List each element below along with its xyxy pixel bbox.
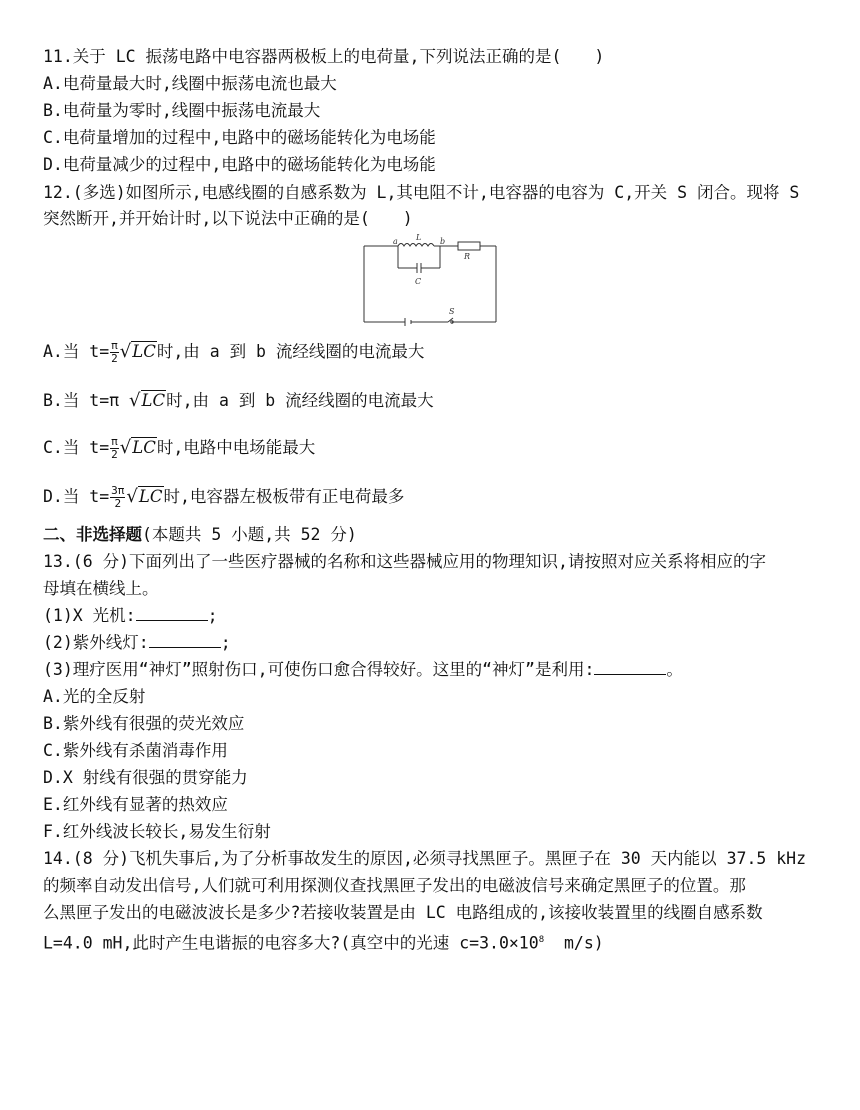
sqrt-lc: √LC: [119, 437, 156, 458]
q12-option-c: C.当 t= $\frac{\pi}{2}$ √LC时,电路中电场能最大: [43, 435, 316, 461]
q12-stem-line2: 突然断开,并开始计时,以下说法中正确的是( ): [43, 209, 413, 228]
section-note: (本题共 5 小题,共 52 分): [142, 525, 357, 544]
q13-option-a: A.光的全反射: [43, 687, 146, 706]
fraction-pi-over-2: $\frac{\pi}{2}$: [111, 339, 118, 365]
q13-option-d: D.X 射线有很强的贯穿能力: [43, 768, 248, 787]
q13-part1: (1)X 光机: ;: [43, 606, 218, 625]
answer-blank-3[interactable]: [594, 660, 666, 675]
q13-option-c: C.紫外线有杀菌消毒作用: [43, 741, 228, 760]
exponent: 8: [538, 935, 545, 945]
q12-option-a: A.当 t= $\frac{\pi}{2}$ √LC时,由 a 到 b 流经线圈的电流最大: [43, 339, 425, 365]
q13-option-b: B.紫外线有很强的荧光效应: [43, 714, 245, 733]
q11-option-b: B.电荷量为零时,线圈中振荡电流最大: [43, 101, 321, 120]
fig-label-b: b: [440, 237, 446, 246]
q13-stem-line1: 13.(6 分)下面列出了一些医疗器械的名称和这些器械应用的物理知识,请按照对应关系将相应的字: [43, 552, 766, 571]
fig-label-s: S: [449, 307, 455, 316]
sqrt-lc: √LC: [126, 486, 163, 507]
fig-label-r: R: [464, 252, 471, 261]
sqrt-lc: √LC: [129, 390, 166, 411]
q11-option-a: A.电荷量最大时,线圈中振荡电流也最大: [43, 74, 337, 93]
answer-blank-1[interactable]: [136, 606, 208, 621]
q12-stem-line1: 12.(多选)如图所示,电感线圈的自感系数为 L,其电阻不计,电容器的电容为 C,开关 S 闭合。现将 S: [43, 183, 800, 202]
q14-line2: 的频率自动发出信号,人们就可利用探测仪查找黑匣子发出的电磁波信号来确定黑匣子的位置。那: [43, 876, 746, 895]
q11-stem: 11.关于 LC 振荡电路中电容器两极板上的电荷量,下列说法正确的是( ): [43, 47, 605, 66]
fraction-3pi-over-2: $\frac{3\pi}{2}$: [111, 484, 125, 510]
q14-line4: L=4.0 mH,此时产生电谐振的电容多大?(真空中的光速 $c=3.0\times 10^8$ m/s): [43, 933, 604, 953]
q13-option-e: E.红外线有显著的热效应: [43, 795, 228, 814]
section-heading: [43, 524, 357, 546]
q12-option-d: D.当 t= $\frac{3\pi}{2}$ √LC时,电容器左极板带有正电荷最多: [43, 484, 405, 510]
q14-line3: 么黑匣子发出的电磁波波长是多少?若接收装置是由 LC 电路组成的,该接收装置里的线圈自感系数: [43, 903, 763, 922]
lc-circuit-figure: [360, 233, 500, 326]
answer-blank-2[interactable]: [149, 633, 221, 648]
section-title: 二、非选择题: [43, 525, 142, 544]
fig-label-a: a: [393, 237, 398, 246]
q13-stem-line2: 母填在横线上。: [43, 579, 159, 598]
q11-option-c: C.电荷量增加的过程中,电路中的磁场能转化为电场能: [43, 128, 436, 147]
fraction-pi-over-2: $\frac{\pi}{2}$: [111, 435, 118, 461]
q11-option-d: D.电荷量减少的过程中,电路中的磁场能转化为电场能: [43, 155, 436, 174]
q13-option-f: F.红外线波长较长,易发生衍射: [43, 822, 271, 841]
q13-part3: (3)理疗医用“神灯”照射伤口,可使伤口愈合得较好。这里的“神灯”是利用: 。: [43, 660, 683, 679]
q13-part2: (2)紫外线灯: ;: [43, 633, 231, 652]
sqrt-lc: √LC: [119, 341, 156, 362]
fig-label-c: C: [415, 277, 422, 286]
fig-label-l: L: [416, 233, 422, 242]
q14-line1: 14.(8 分)飞机失事后,为了分析事故发生的原因,必须寻找黑匣子。黑匣子在 30 天内能以 37.5 kHz: [43, 849, 807, 868]
q12-option-b: B.当 t=π √LC时,由 a 到 b 流经线圈的电流最大: [43, 390, 434, 411]
